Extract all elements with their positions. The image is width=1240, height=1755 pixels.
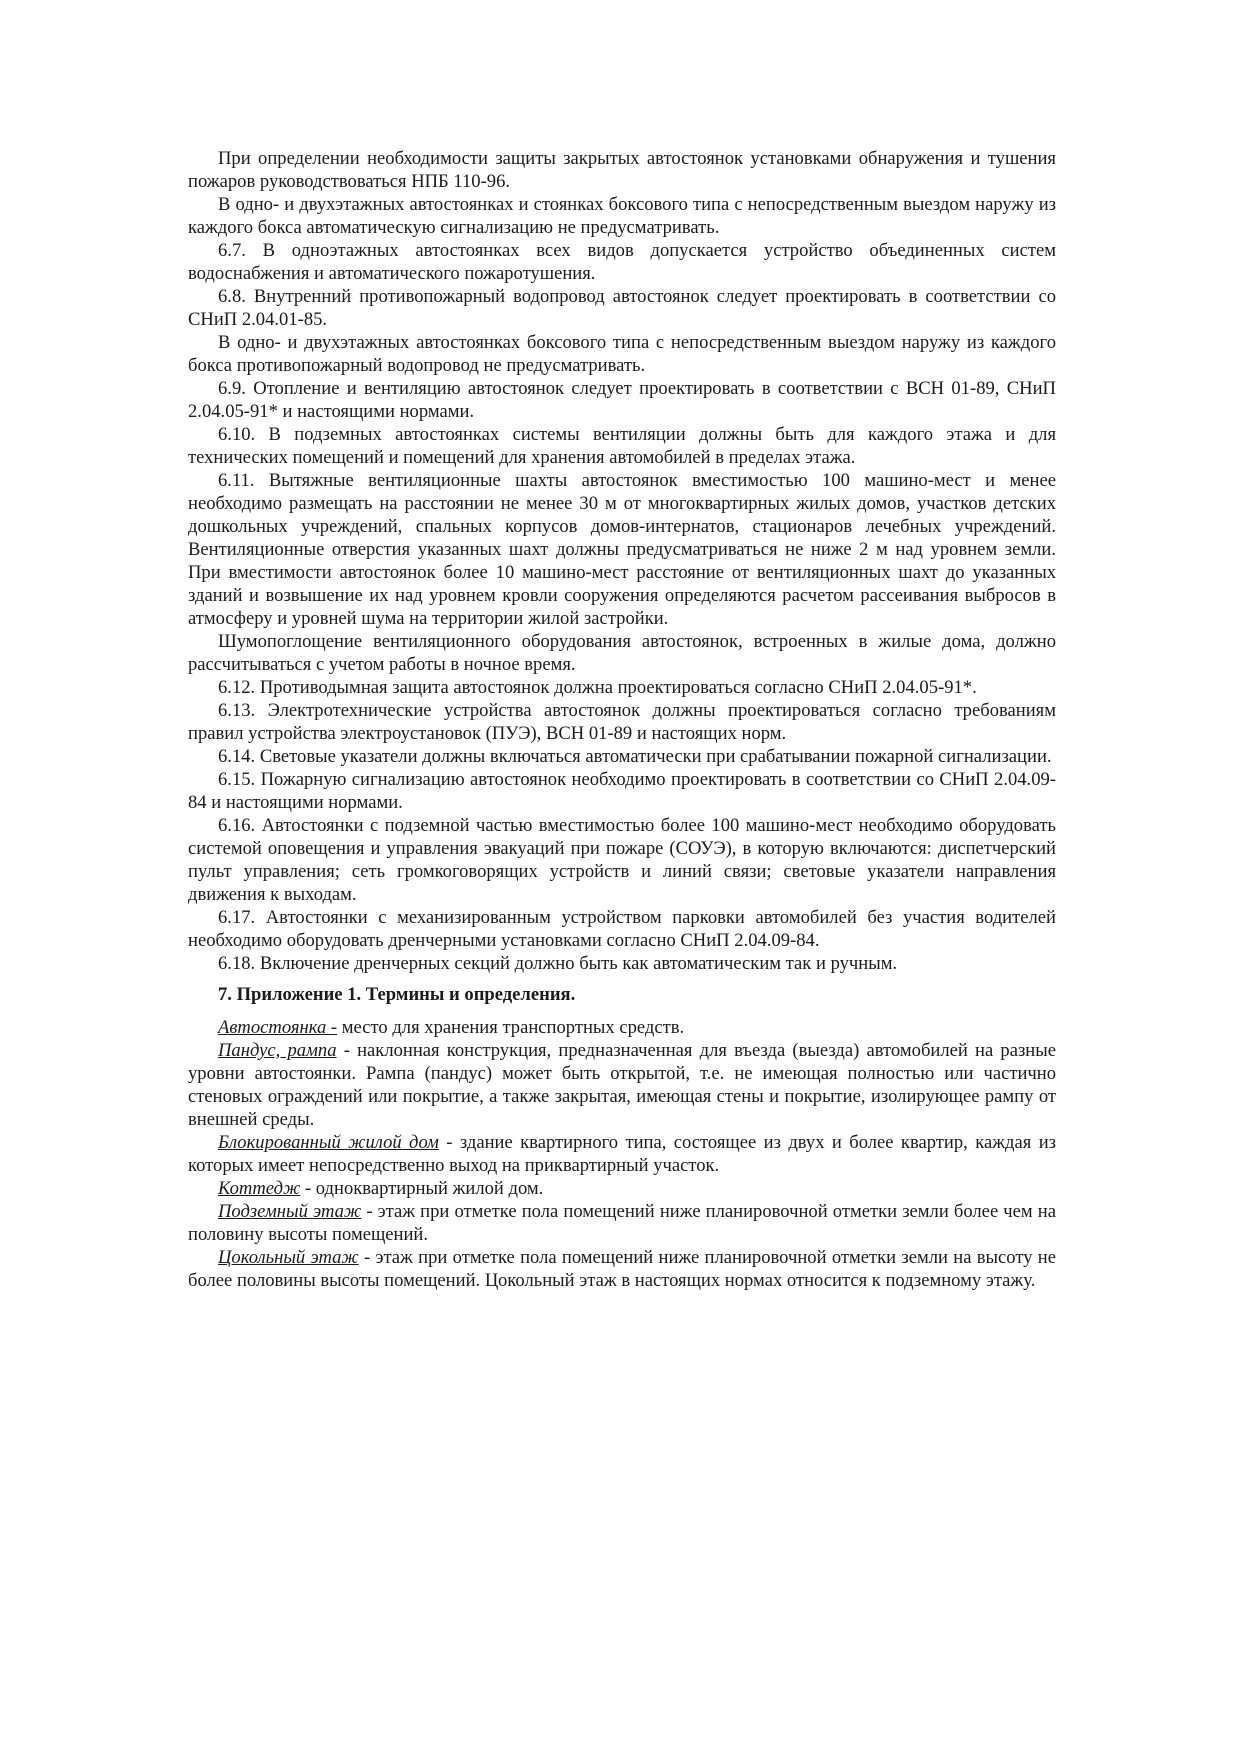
- definition-term: Подземный этаж: [218, 1201, 362, 1222]
- definition-text: - этаж при отметке пола помещений ниже планировочной отметки земли более чем на половину высоты помещений.: [188, 1201, 1056, 1245]
- paragraph: 6.18. Включение дренчерных секций должно быть как автоматическим так и ручным.: [218, 953, 898, 974]
- section-heading: 7. Приложение 1. Термины и определения.: [218, 984, 576, 1005]
- definition-text: место для хранения транспортных средств.: [337, 1017, 685, 1038]
- definition-term: Автостоянка -: [218, 1017, 338, 1038]
- definition-term: Блокированный жилой дом: [218, 1132, 439, 1153]
- paragraph: 6.9. Отопление и вентиляцию автостоянок следует проектировать в соответствии с ВСН 01-89, СНиП 2.04.05-91* и настоящими нормами.: [188, 378, 1056, 422]
- definition-item: [188, 1246, 1056, 1292]
- paragraph: 6.15. Пожарную сигнализацию автостоянок необходимо проектировать в соответствии со СНиП 2.04.09-84 и настоящими нормами.: [188, 769, 1056, 813]
- definition-item: [188, 1016, 1056, 1039]
- definition-text: - этаж при отметке пола помещений ниже планировочной отметки земли на высоту не более половины высоты помещений. Цокольный этаж в настоящих нормах относится к подземному этажу.: [188, 1247, 1056, 1291]
- definition-text: - наклонная конструкция, предназначенная для въезда (выезда) автомобилей на разные уровни автостоянки. Рампа (пандус) может быть открытой, т.е. не имеющая полностью или частично стеновых ограждений или покрытие, а также закрытая, имеющая стены и покрытие, изолирующее рампу от внешней среды.: [188, 1040, 1057, 1130]
- paragraph: 6.17. Автостоянки с механизированным устройством парковки автомобилей без участия водителей необходимо оборудовать дренчерными установками согласно СНиП 2.04.09-84.: [188, 907, 1056, 951]
- paragraph: 6.7. В одноэтажных автостоянках всех видов допускается устройство объединенных систем водоснабжения и автоматического пожаротушения.: [188, 240, 1056, 284]
- paragraph: 6.8. Внутренний противопожарный водопровод автостоянок следует проектировать в соответствии со СНиП 2.04.01-85.: [188, 286, 1056, 330]
- definition-term: Цокольный этаж: [218, 1247, 359, 1268]
- definition-item: [188, 1177, 1056, 1200]
- paragraph: 6.12. Противодымная защита автостоянок должна проектироваться согласно СНиП 2.04.05-91*.: [218, 677, 977, 698]
- definition-item: [188, 1131, 1056, 1177]
- paragraph: В одно- и двухэтажных автостоянках боксового типа с непосредственным выездом наружу из каждого бокса противопожарный водопровод не предусматривать.: [188, 332, 1056, 376]
- definition-text: - одноквартирный жилой дом.: [300, 1178, 544, 1199]
- definition-item: [188, 1200, 1056, 1246]
- paragraph: Шумопоглощение вентиляционного оборудования автостоянок, встроенных в жилые дома, должно рассчитываться с учетом работы в ночное время.: [188, 631, 1056, 675]
- definition-term: Пандус, рампа: [218, 1040, 337, 1061]
- paragraph: В одно- и двухэтажных автостоянках и стоянках боксового типа с непосредственным выездом наружу из каждого бокса автоматическую сигнализацию не предусматривать.: [188, 194, 1056, 238]
- paragraph: 6.10. В подземных автостоянках системы вентиляции должны быть для каждого этажа и для технических помещений и помещений для хранения автомобилей в пределах этажа.: [188, 424, 1056, 468]
- paragraph: 6.13. Электротехнические устройства автостоянок должны проектироваться согласно требованиям правил устройства электроустановок (ПУЭ), ВСН 01-89 и настоящих норм.: [188, 700, 1056, 744]
- document-page: [188, 147, 1056, 1292]
- definition-term: Коттедж: [218, 1178, 301, 1199]
- paragraph: 6.11. Вытяжные вентиляционные шахты автостоянок вместимостью 100 машино-мест и менее необходимо размещать на расстоянии не менее 30 м от многоквартирных жилых домов, участков детских дошкольных учреждений, спальных корпусов домов-интернатов, стационаров лечебных учреждений. Вентиляционные отверстия указанных шахт должны предусматриваться не ниже 2 м над уровнем земли. При вместимости автостоянок более 10 машино-мест расстояние от вентиляционных шахт до указанных зданий и возвышение их над уровнем кровли сооружения определяются расчетом рассеивания выбросов в атмосферу и уровней шума на территории жилой застройки.: [188, 470, 1056, 629]
- paragraph: 6.16. Автостоянки с подземной частью вместимостью более 100 машино-мест необходимо оборудовать системой оповещения и управления эвакуаций при пожаре (СОУЭ), в которую включаются: диспетчерский пульт управления; сеть громкоговорящих устройств и линий связи; световые указатели направления движения к выходам.: [188, 815, 1056, 905]
- definition-item: [188, 1039, 1056, 1131]
- paragraph: При определении необходимости защиты закрытых автостоянок установками обнаружения и тушения пожаров руководствоваться НПБ 110-96.: [188, 148, 1056, 192]
- definition-text: - здание квартирного типа, состоящее из двух и более квартир, каждая из которых имеет непосредственно выход на приквартирный участок.: [188, 1132, 1056, 1176]
- paragraph: 6.14. Световые указатели должны включаться автоматически при срабатывании пожарной сигнализации.: [218, 746, 1052, 767]
